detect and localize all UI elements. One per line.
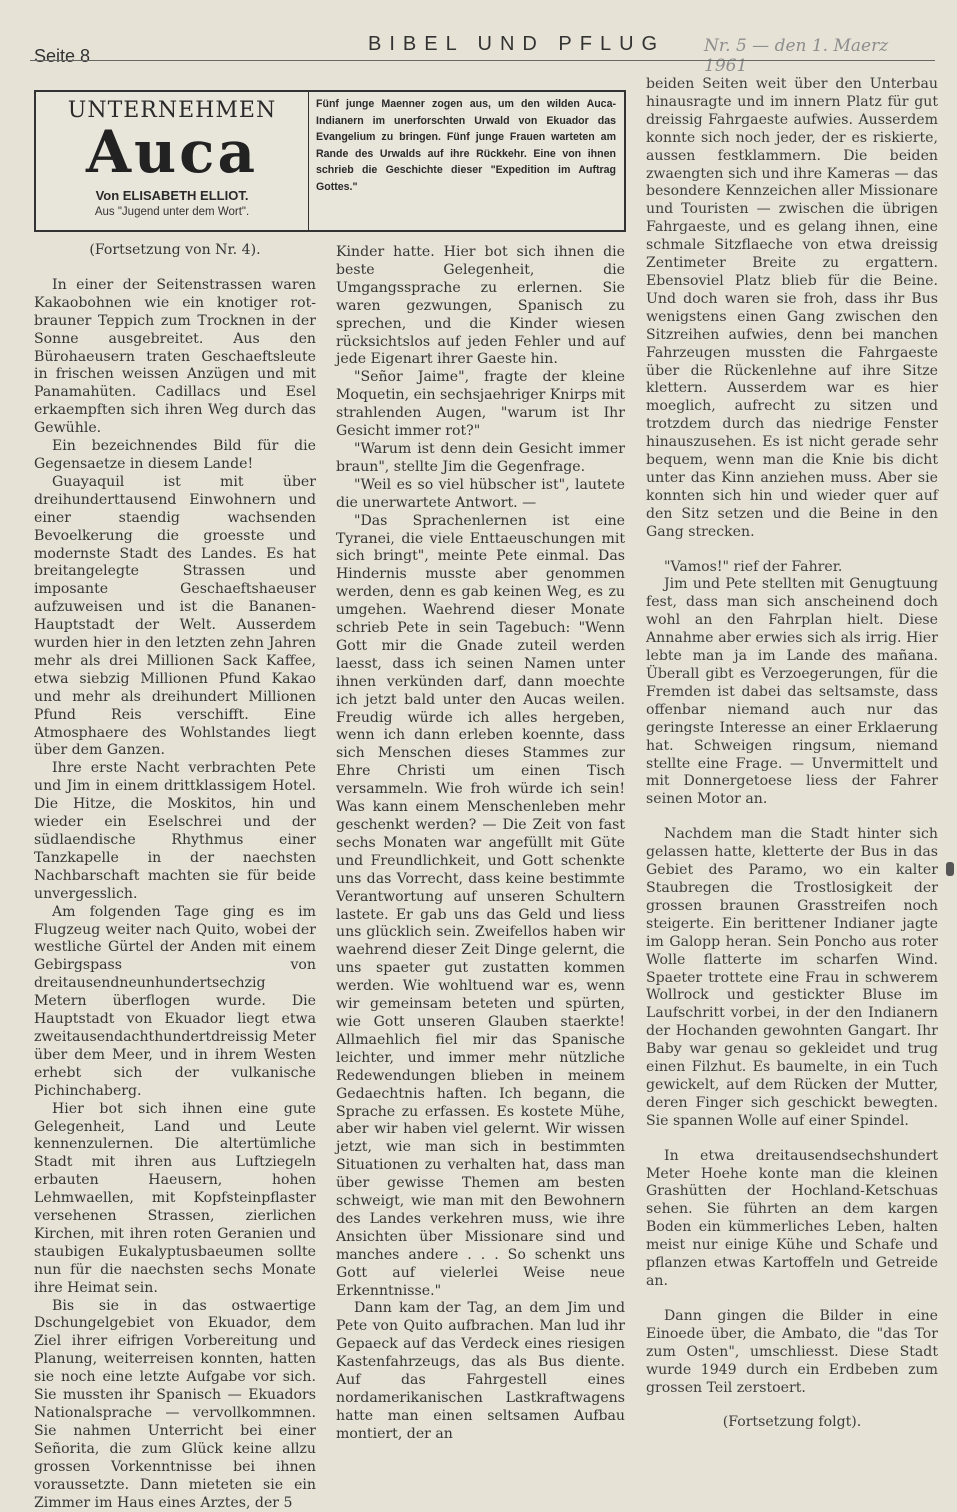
page-number: Seite 8 [34,46,91,66]
publication-title: BIBEL UND PFLUG [368,33,666,55]
paragraph: Hier bot sich ihnen eine gute Gelegenheit, Land und Leute kennenzulernen. Die altertümliche Stadt mit ihren aus Luftziegeln erbauten Haeusern, hohen Lehmwaellen, mit Kopfsteinpflaster versehenen Strassen, zierlichen Kirchen, mit ihren roten Geranien und staubigen Eukalyptusbaeumen sollte nun für die naechsten sechs Monate ihre Heimat sein. [34,1100,316,1296]
article-column-1 [34,242,316,1512]
article-column-2 [336,244,625,1444]
paragraph: In einer der Seitenstrassen waren Kakaobohnen wie ein knotiger rot-brauner Teppich zum Trocknen in der Sonne ausgebreitet. Aus den Bürohaeusern traten Geschaeftsleute in frischen weissen Anzügen und mit Panamahüten. Cadillacs und Esel erkaempften sich ihren Weg durch das Gewühle. [34,276,316,437]
article-title: Auca [85,118,259,186]
paragraph: Am folgenden Tage ging es im Flugzeug weiter nach Quito, wobei der westliche Gürtel der Anden mit einem Gebirgspass von dreitausendneunhundertsechzig Metern überflogen wurde. Die Hauptstadt von Ekuador liegt etwa zweitausendachthundertdreissig Meter über dem Meer, und in ihrem Westen erhebt sich der vulkanische Pichinchaberg. [34,903,316,1099]
paragraph: Nachdem man die Stadt hinter sich gelassen hatte, kletterte der Bus in das Gebiet des Paramo, wo ein kalter Staubregen die Trostlosigkeit der grossen braunen Grasstreifen noch steigerte. Ein berittener Indianer jagte im Galopp heran. Sein Poncho aus roter Wolle flatterte im scharfen Wind. Spaeter trottete eine Frau in schwerem Wollrock und gestickter Bluse im Laufschritt vorbei, in der den Indianern der Hochanden gewohnten Gangart. Ihr Baby war genau so gekleidet und trug einen Filzhut. Es baumelte, in ein Tuch gewickelt, auf dem Rücken der Mutter, deren Finger sich geschickt bewegten. Sie spannen Wolle auf einer Spindel. [646,826,938,1129]
paragraph: "Warum ist denn dein Gesicht immer braun", stellte Jim die Gegenfrage. [336,440,625,475]
to-be-continued-note: (Fortsetzung folgt). [722,1414,862,1431]
page-header [30,32,935,76]
paragraph: Ihre erste Nacht verbrachten Pete und Jim in einem drittklassigem Hotel. Die Hitze, die Moskitos, hin und wieder ein Eselschrei und der südlaendische Rhythmus einer Tanzkapelle in der naechsten Nachbarschaft machten sie für beide unvergesslich. [34,760,316,902]
paragraph: Dann gingen die Bilder in eine Einoede über, die Ambato, die "das Tor zum Osten", umschliesst. Diese Stadt wurde 1949 durch ein Erdbeben zum grossen Teil zerstoert. [646,1307,938,1396]
paragraph: Ein bezeichnendes Bild für die Gegensaetze in diesem Lande! [34,438,316,472]
continuation-note: (Fortsetzung von Nr. 4). [89,242,261,258]
issue-date: Nr. 5 — den 1. Maerz 1961 [704,36,889,76]
paragraph: "Weil es so viel hübscher ist", lautete die unerwartete Antwort. — [336,476,625,511]
paragraph: Kinder hatte. Hier bot sich ihnen die beste Gelegenheit, die Umgangssprache zu erlernen. Sie waren gezwungen, Spanisch zu sprechen, und die Kinder wiesen rücksichtslos auf jeden Fehler und auf jede Eigenart ihrer Gaeste hin. [336,244,625,368]
summary-text: Fünf junge Maenner zogen aus, um den wilden Auca-Indianern im unerforschten Urwald von Ekuador das Evangelium zu bringen. Fünf junge Frauen warteten am Rande des Urwalds auf ihre Rückkehr. Eine von ihnen schrieb die Geschichte dieser "Expedition im Auftrag Gottes." [316,98,616,193]
title-panel [36,92,309,230]
paragraph: Jim und Pete stellten mit Genugtuung fest, dass man sich anscheinend doch wohl an den Fahrplan hielt. Diese Annahme aber erwies sich als irrig. Hier lebte man ja im Lande des mañana. Überall gibt es Verzoegerungen, für die Fremden ist dabei das seltsamste, dass offenbar niemand auch nur das geringste Interesse an einer Erklaerung hat. Schweigen ringsum, niemand stellte eine Frage. — Unvermittelt und mit Donnergetoese liess der Fahrer seinen Motor an. [646,576,938,808]
paragraph: "Vamos!" rief der Fahrer. [664,558,843,575]
page-edge-mark [946,862,954,876]
author-byline: Von ELISABETH ELLIOT. [95,188,249,203]
paragraph: "Señor Jaime", fragte der kleine Moquetin, ein sechsjaehriger Knirps mit strahlenden Augen, "warum ist Ihr Gesicht immer rot?" [336,369,625,440]
paragraph: Bis sie in das ostwaertige Dschungelgebiet von Ekuador, dem Ziel ihrer eifrigen Vorbereitung und Planung, weiterreisen konnten, hatten sie noch eine letzte Aufgabe vor sich. Sie mussten ihr Spanisch — Ekuadors Nationalsprache — vervollkommnen. Sie nahmen Unterricht bei einer Señorita, die zum Glück keine allzu grossen Vorkenntnisse bei ihnen voraussetzte. Dann mieteten sie ein Zimmer im Haus eines Arztes, der 5 [34,1297,316,1511]
paragraph: Dann kam der Tag, an dem Jim und Pete von Quito aufbrachen. Man lud ihr Gepaeck auf das Verdeck eines riesigen Kastenfahrzeugs, das als Bus diente. Auf das Fahrgestell eines nordamerikanischen Lastkraftwagens hatte man einen seltsamen Aufbau montiert, der an [336,1300,625,1442]
paragraph: In etwa dreitausendsechshundert Meter Hoehe konte man die kleinen Grashütten der Hochland-Ketschuas sehen. Sie führten an dem kargen Boden ein kümmerliches Leben, halten meist nur einige Kühe und Schafe und pflanzen etwas Kartoffeln und Getreide an. [646,1147,938,1289]
header-rule [30,60,935,61]
paragraph: Guayaquil ist mit über dreihunderttausend Einwohnern und einer staendig wachsenden Bevoelkerung die groesste und modernste Stadt des Landes. Es hat breitangelegte Strassen und imposante Geschaeftshaeuser aufzuweisen und ist die Bananen-Hauptstadt der Welt. Ausserdem wurden hier in den letzten zehn Jahren mehr als drei Millionen Sack Kaffee, etwa siebzig Millionen Pfund Kakao und mehr als dreihundert Millionen Pfund Reis verschifft. Eine Atmosphaere des Wohlstandes liegt über dem Ganzen. [34,473,316,759]
paragraph: beiden Seiten weit über den Unterbau hinausragte und im innern Platz für gut dreissig Fahrgaeste aufwies. Ausserdem konnte sich noch jeder, der es riskierte, aussen festklammern. Die beiden zwaengten sich und ihre Kameras — das besondere Kennzeichen aller Missionare und Touristen — zwischen die übrigen Fahrgaeste, und es gelang ihnen, eine schmale Sitzflaeche von etwa dreissig Zentimeter Breite zu ergattern. Ebensoviel Platz blieb für die Beine. Und doch waren sie froh, dass ihr Bus wenigstens einen Gang zwischen den Sitzreihen aufwies, denn bei manchen Fahrzeugen mussten die Fahrgaeste über die Rückenlehne auf ihre Sitze klettern. Ausserdem war es hier moeglich, aufrecht zu sitzen und trotzdem durch das niedrige Fenster hinauszusehen. Es ist nicht gerade sehr bequem, wenn man die Knie bis dicht unter das Kinn anziehen muss. Aber sie konnten sich hin und wieder quer auf den Sitz setzen und die Beine in den Gang strecken. [646,76,938,540]
article-column-3 [646,76,938,1432]
paragraph: "Das Sprachenlernen ist eine Tyranei, die viele Enttaeuschungen mit sich bringt", meinte Pete einmal. Das Hindernis musste aber genommen werden, denn es gab keinen Weg, es zu umgehen. Waehrend dieser Monate schrieb Pete in sein Tagebuch: "Wenn Gott mir die Gnade zuteil werden laesst, dass ich seinen Namen unter ihnen verkünden darf, dann moechte ich jetzt bald unter den Aucas weilen. Freudig würde ich alles hergeben, wenn ich dann erleben koennte, dass sich Menschen dieses Stammes zur Ehre Christi um einen Tisch versammeln. Wie froh würde ich sein! Was kann einem Menschenleben mehr geschenkt werden? — Die Zeit von fast sechs Monaten war angefüllt mit Güte und Freundlichkeit, und Gott schenkte uns das Vorrecht, dass keine bestimmte Verantwortung auf unseren Schultern lastete. Er gab uns das Geld und liess uns glücklich sein. Zweifellos haben wir waehrend dieser Zeit Dinge gelernt, die uns spaeter gut zustatten kommen werden. Wie wohltuend war es, wenn wir gemeinsam beteten und spürten, wie Gott unseren Glauben staerkte! Allmaehlich fiel mir das Spanische leichter, und immer mehr nützliche Redewendungen blieben in meinem Gedaechtnis haften. Ich begann, die Sprache zu erfassen. Es kostete Mühe, aber wir haben viel gelernt. Wir wissen jetzt, wie man sich in bestimmten Situationen zu verhalten hat, dass man über gewisse Themen am besten schweigt, wie man mit den Bewohnern des Landes verkehren muss, wie ihre Ansichten über Missionare sind und manches andere . . . So schenkt uns Gott auf vielerlei Weise neue Erkenntnisse." [336,512,625,1299]
article-summary [316,96,616,195]
article-title-box [34,90,626,232]
article-source: Aus "Jugend unter dem Wort". [94,206,250,218]
title-kicker: UNTERNEHMEN [67,98,277,123]
